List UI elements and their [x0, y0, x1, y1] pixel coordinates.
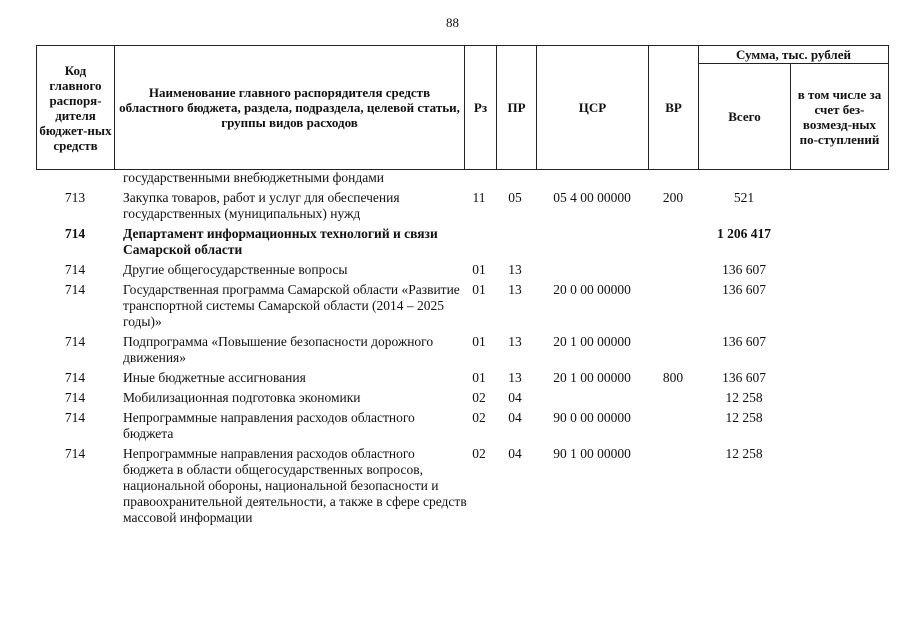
row-sum: 136 607 [722, 370, 766, 385]
row-code: 714 [64, 334, 86, 349]
row-name: Департамент информационных технологий и связи Самарской области [123, 226, 438, 257]
row-sum: 521 [733, 190, 755, 205]
row-pr: 04 [508, 390, 522, 405]
table-row [36, 226, 888, 258]
header-rz: Рз [465, 46, 497, 170]
row-name: Другие общегосударственные вопросы [123, 262, 348, 277]
page-number: 88 [446, 15, 459, 30]
row-sum: 12 258 [725, 446, 763, 461]
row-pr: 13 [508, 282, 522, 297]
row-pr: 13 [508, 334, 522, 349]
header-csr: ЦСР [537, 46, 649, 170]
row-sum: 12 258 [725, 390, 763, 405]
row-name: Подпрограмма «Повышение безопасности дорожного движения» [123, 334, 434, 365]
row-code: 714 [64, 370, 86, 385]
row-name: государственными внебюджетными фондами [123, 170, 385, 185]
row-sum: 136 607 [722, 262, 766, 277]
row-vr: 200 [662, 190, 684, 205]
row-code: 714 [64, 282, 86, 297]
row-rz: 02 [472, 390, 486, 405]
row-name: Закупка товаров, работ и услуг для обеспечения государственных (муниципальных) нужд [123, 190, 400, 221]
row-pr: 04 [508, 410, 522, 425]
row-sum: 136 607 [722, 334, 766, 349]
row-code: 714 [64, 410, 86, 425]
header-name: Наименование главного распорядителя средств областного бюджета, раздела, подраздела, целевой статьи, группы видов расходов [115, 46, 465, 170]
header-total: Всего [699, 64, 791, 170]
row-rz: 01 [472, 370, 486, 385]
table-row [36, 390, 888, 406]
row-rz: 02 [472, 410, 486, 425]
row-rz: 01 [472, 282, 486, 297]
table-row [36, 262, 888, 278]
row-rz: 01 [472, 334, 486, 349]
table-row [36, 282, 888, 330]
table-header [36, 45, 889, 170]
header-pr: ПР [497, 46, 537, 170]
row-sum: 12 258 [725, 410, 763, 425]
row-name: Иные бюджетные ассигнования [123, 370, 306, 385]
row-name: Непрограммные направления расходов областного бюджета в области общегосударственных вопросов, национальной обороны, национальной безопасности и правоохранительной деятельности, а также в сфере средств массовой информации [123, 446, 467, 525]
row-rz: 02 [472, 446, 486, 461]
row-pr: 05 [508, 190, 522, 205]
row-code: 714 [64, 390, 86, 405]
row-csr: 90 0 00 00000 [553, 410, 631, 425]
row-code: 714 [64, 226, 86, 241]
row-rz: 11 [472, 190, 486, 205]
row-name: Непрограммные направления расходов областного бюджета [123, 410, 415, 441]
row-name: Мобилизационная подготовка экономики [123, 390, 361, 405]
row-csr: 20 1 00 00000 [553, 370, 631, 385]
table-row [36, 370, 888, 386]
row-csr: 90 1 00 00000 [553, 446, 631, 461]
row-sum: 136 607 [722, 282, 766, 297]
row-name: Государственная программа Самарской области «Развитие транспортной системы Самарской области (2014 – 2025 годы)» [123, 282, 460, 329]
table-row [36, 446, 888, 542]
table-row [36, 170, 888, 186]
row-code: 714 [64, 262, 86, 277]
table-row [36, 410, 888, 442]
table-body [36, 170, 888, 546]
header-code: Код главного распоря-дителя бюджет-ных средств [37, 46, 115, 170]
row-sum: 1 206 417 [717, 226, 771, 241]
row-rz: 01 [472, 262, 486, 277]
table-row [36, 190, 888, 222]
row-pr: 13 [508, 262, 522, 277]
row-code: 714 [64, 446, 86, 461]
table-row [36, 334, 888, 366]
row-vr: 800 [662, 370, 684, 385]
row-csr: 20 0 00 00000 [553, 282, 631, 297]
header-sum: Сумма, тыс. рублей [699, 46, 889, 64]
row-csr: 05 4 00 00000 [553, 190, 631, 205]
header-incl: в том числе за счет без-возмезд-ных по-ступлений [791, 64, 889, 170]
header-vr: ВР [649, 46, 699, 170]
row-csr: 20 1 00 00000 [553, 334, 631, 349]
row-pr: 04 [508, 446, 522, 461]
row-code: 713 [64, 190, 86, 205]
row-pr: 13 [508, 370, 522, 385]
